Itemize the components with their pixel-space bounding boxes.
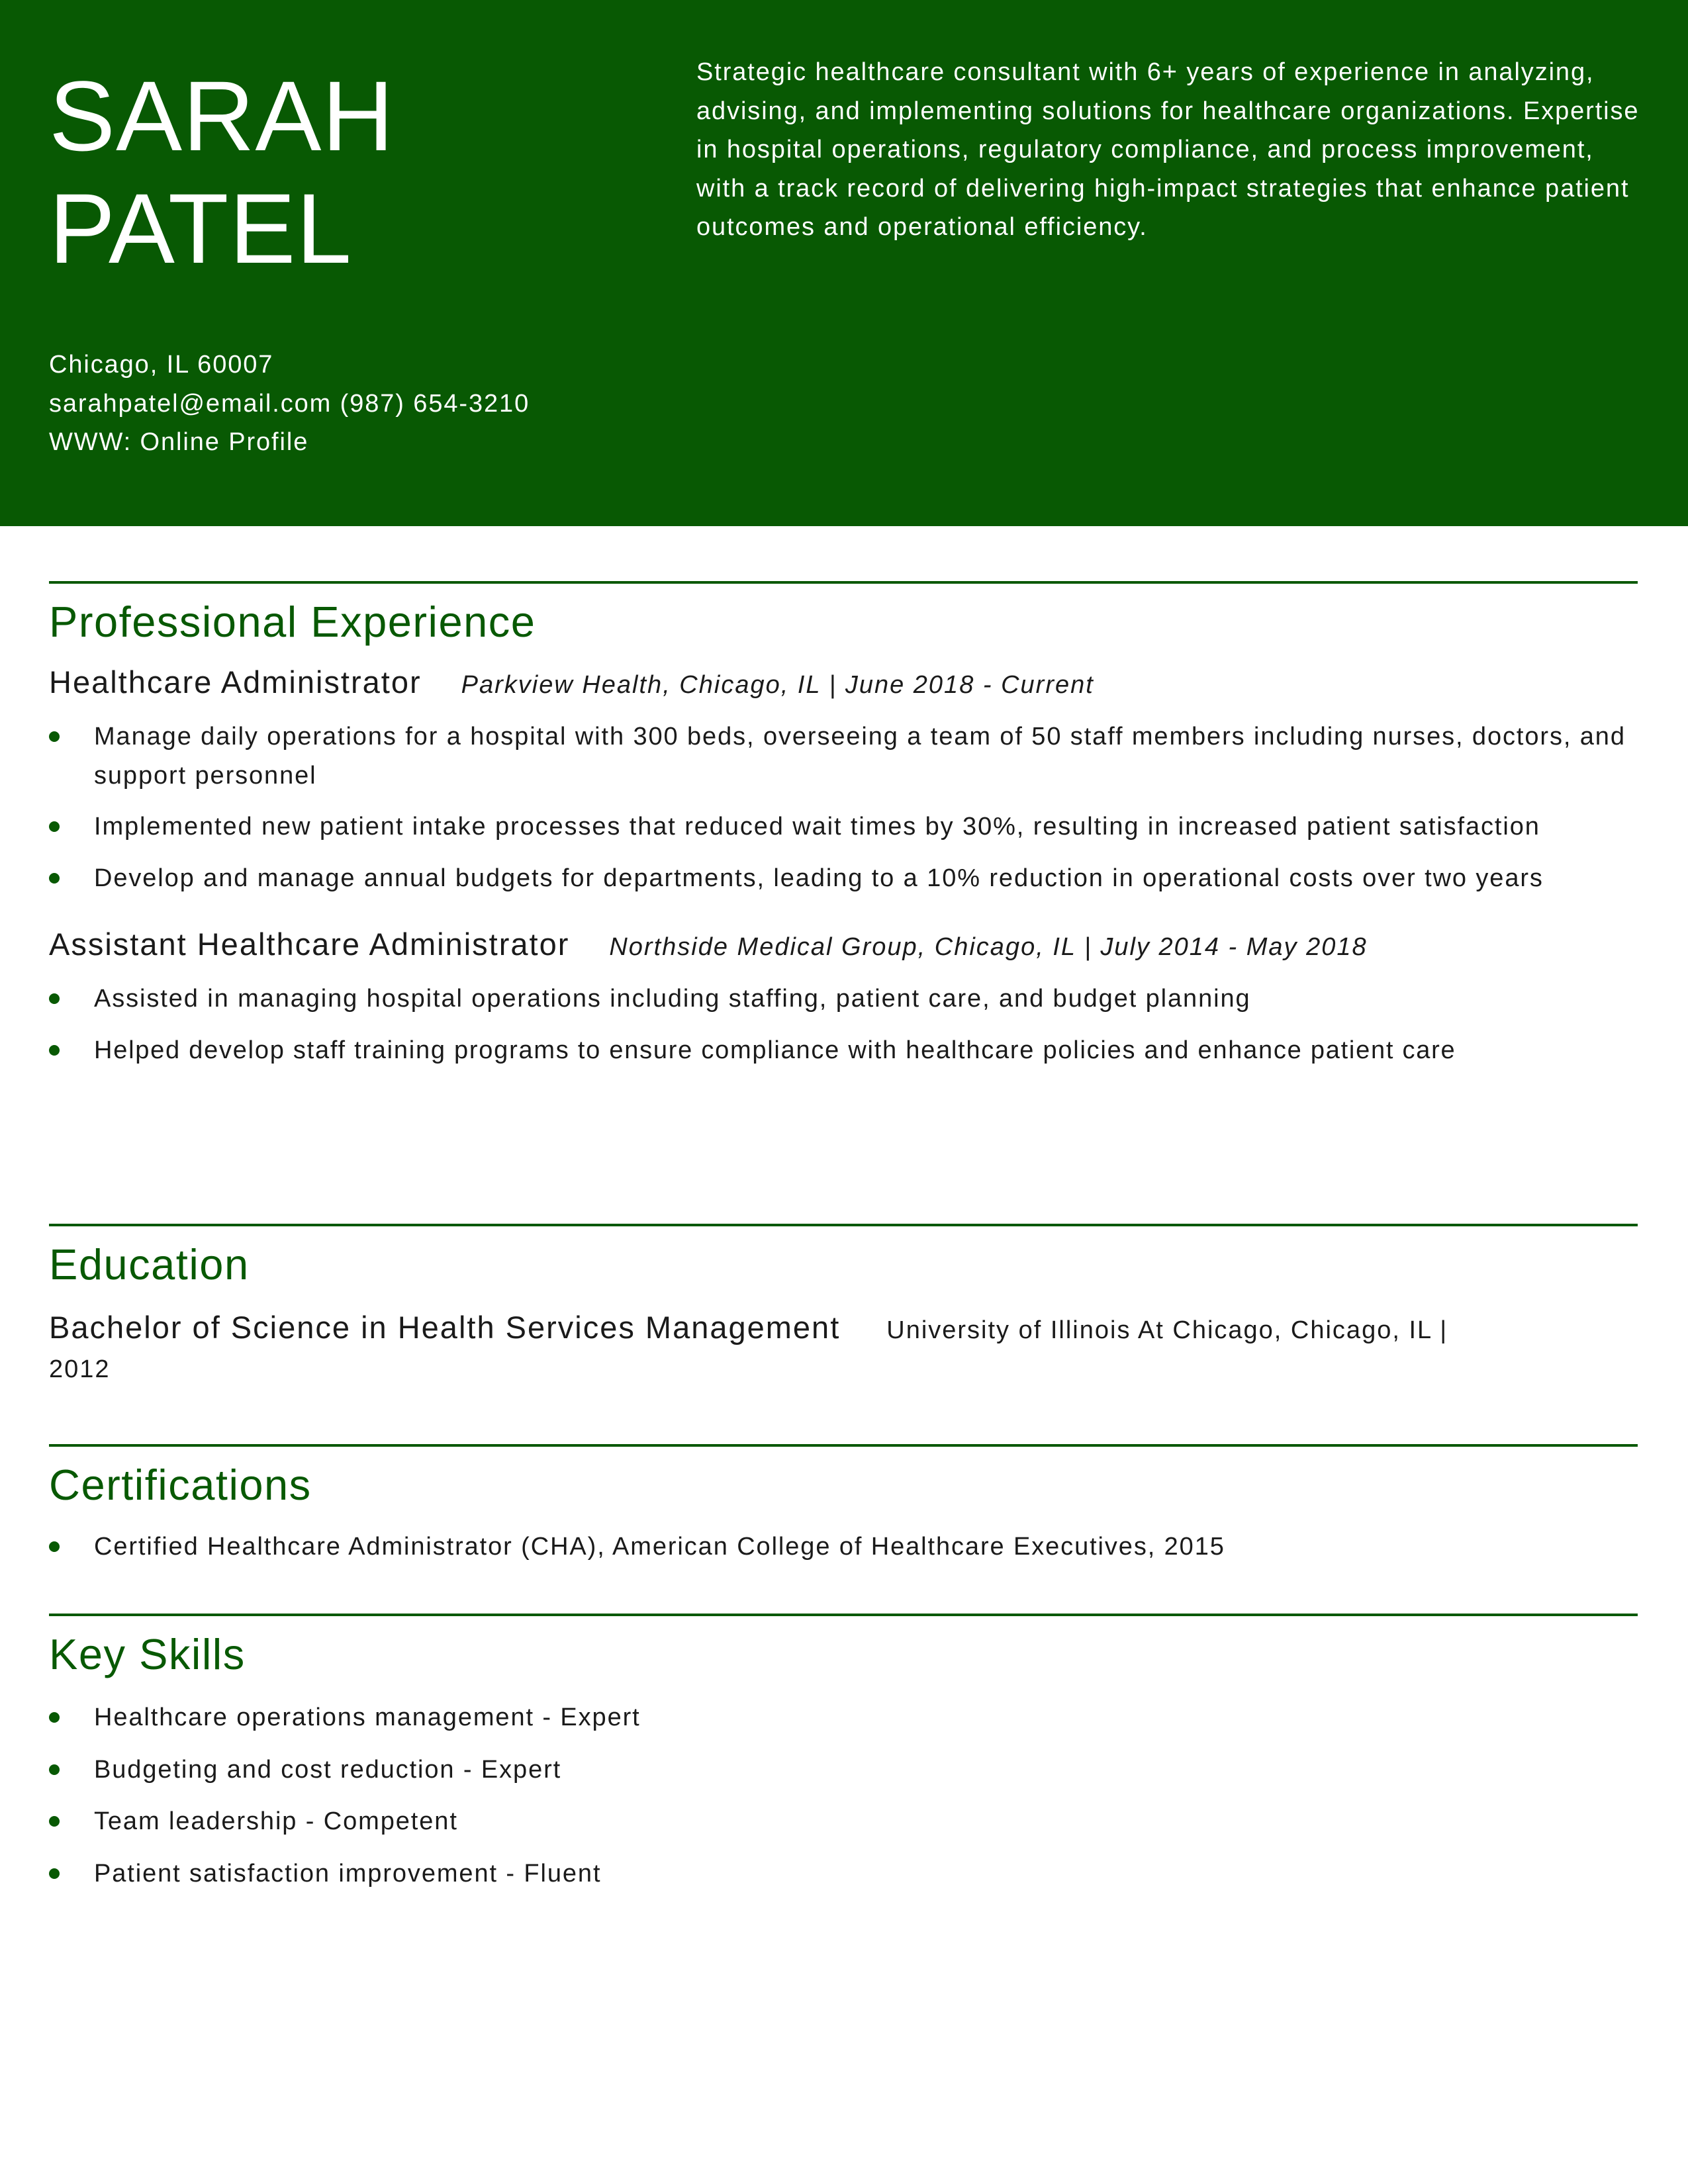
list-item: Manage daily operations for a hospital with 300 beds, overseeing a team of 50 staff members including nurses, doctors, and support personnel [49, 717, 1638, 795]
section-divider [49, 581, 1638, 584]
bullet-icon [49, 1764, 60, 1775]
job-organization: Northside Medical Group [609, 933, 918, 961]
education-section [49, 1224, 1638, 1388]
bullet-icon [49, 731, 60, 742]
website-link[interactable]: WWW: Online Profile [49, 428, 309, 456]
job-bullets-1 [49, 717, 1638, 897]
list-item: Helped develop staff training programs to ensure compliance with healthcare policies and enhance patient care [49, 1031, 1638, 1070]
school-name: University of Illinois At Chicago, Chicago, IL | [886, 1316, 1448, 1344]
job-role: Assistant Healthcare Administrator [49, 927, 570, 962]
education-heading: Education [49, 1240, 250, 1289]
header-banner [0, 0, 1688, 526]
job-role: Healthcare Administrator [49, 664, 422, 700]
section-divider [49, 1444, 1638, 1447]
location-text: Chicago, IL 60007 [49, 351, 274, 379]
job-location-dates: , Chicago, IL | July 2014 - May 2018 [917, 933, 1368, 961]
list-item: Certified Healthcare Administrator (CHA), American College of Healthcare Executives, 2015 [49, 1527, 1638, 1567]
list-item: Patient satisfaction improvement - Fluent [49, 1854, 1638, 1893]
job-heading-1 [49, 663, 1638, 704]
list-item: Healthcare operations management - Expert [49, 1698, 1638, 1737]
skills-list [49, 1698, 1638, 1893]
bullet-icon [49, 1868, 60, 1879]
bullet-icon [49, 1045, 60, 1056]
job-organization: Parkview Health [461, 671, 663, 699]
education-entry [49, 1307, 1638, 1388]
contact-info [49, 345, 530, 462]
list-item: Budgeting and cost reduction - Expert [49, 1751, 1638, 1790]
experience-heading: Professional Experience [49, 598, 536, 646]
certifications-list [49, 1527, 1638, 1567]
skills-section [49, 1614, 1638, 1893]
job-bullets-2 [49, 979, 1638, 1069]
certifications-section [49, 1444, 1638, 1567]
degree-name: Bachelor of Science in Health Services Management [49, 1310, 841, 1345]
bullet-icon [49, 1816, 60, 1827]
email-phone-text: sarahpatel@email.com (987) 654-3210 [49, 389, 530, 418]
list-item: Develop and manage annual budgets for departments, leading to a 10% reduction in operational costs over two years [49, 859, 1638, 898]
experience-section [49, 581, 1638, 1069]
certifications-heading: Certifications [49, 1461, 312, 1509]
job-meta [461, 671, 1094, 699]
bullet-icon [49, 1541, 60, 1552]
bullet-icon [49, 821, 60, 832]
list-item: Assisted in managing hospital operations including staffing, patient care, and budget planning [49, 979, 1638, 1019]
first-name: SARAH [49, 60, 395, 171]
job-location-dates: , Chicago, IL | June 2018 - Current [663, 671, 1094, 699]
list-item: Implemented new patient intake processes that reduced wait times by 30%, resulting in increased patient satisfaction [49, 807, 1638, 846]
bullet-icon [49, 993, 60, 1004]
graduation-year: 2012 [49, 1355, 111, 1383]
professional-summary: Strategic healthcare consultant with 6+ years of experience in analyzing, advising, and implementing solutions for healthcare organizations. Expertise in hospital operations, regulatory compliance, and process improvement, with a track record of delivering high-impact strategies that enhance patient outcomes and operational efficiency. [696, 58, 1640, 241]
job-meta [609, 933, 1367, 961]
section-divider [49, 1224, 1638, 1226]
job-heading-2 [49, 925, 1638, 966]
list-item: Team leadership - Competent [49, 1802, 1638, 1841]
candidate-name [49, 60, 395, 285]
last-name: PATEL [49, 173, 352, 284]
bullet-icon [49, 873, 60, 884]
section-divider [49, 1614, 1638, 1616]
skills-heading: Key Skills [49, 1630, 246, 1678]
bullet-icon [49, 1712, 60, 1723]
